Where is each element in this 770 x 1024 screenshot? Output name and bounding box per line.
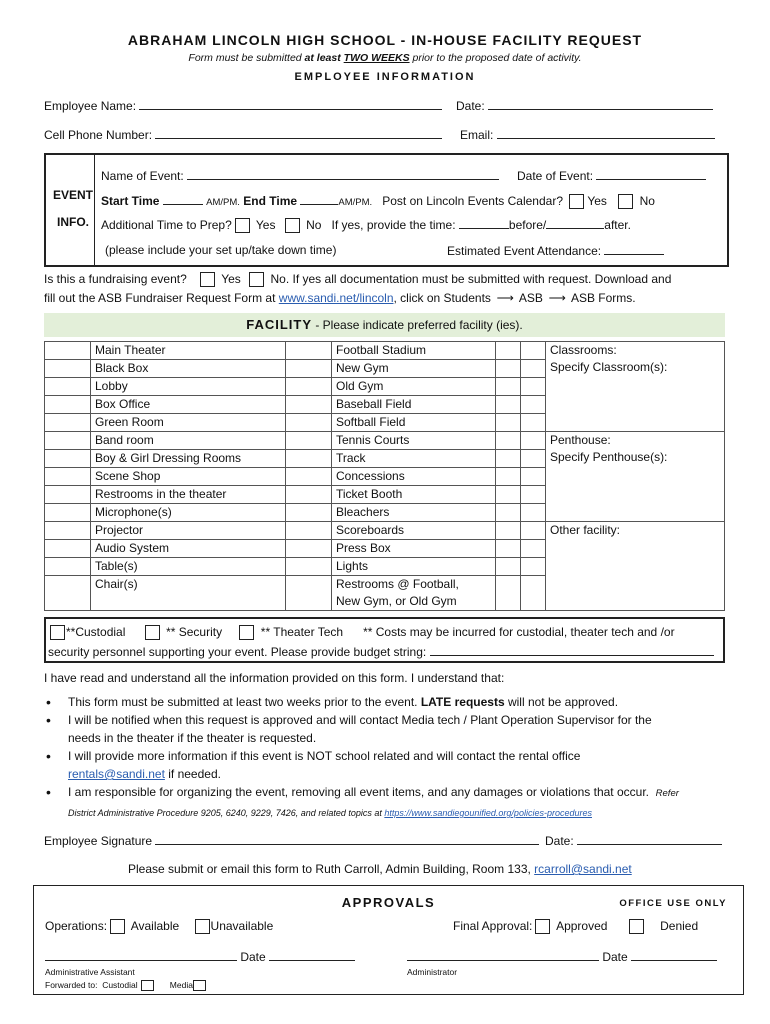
list-item xyxy=(40,711,730,747)
prep-label: Additional Time to Prep? xyxy=(101,218,232,232)
facility-checkbox-cell[interactable] xyxy=(521,468,546,486)
fundraising-line2-text: fill out the ASB Fundraiser Request Form at xyxy=(44,291,279,305)
prep-row xyxy=(101,217,631,233)
acknowledgment-intro: I have read and understand all the information provided on this form. I understand that: xyxy=(44,671,505,685)
list-item xyxy=(40,783,730,822)
facility-checkbox-cell[interactable] xyxy=(45,432,91,450)
facility-checkbox-cell[interactable] xyxy=(521,450,546,468)
signature-label: Employee Signature xyxy=(44,834,153,848)
facility-item: Concessions xyxy=(332,468,496,486)
approvals-heading: APPROVALS xyxy=(341,895,436,910)
facility-checkbox-cell[interactable] xyxy=(496,378,521,396)
facility-item: Press Box xyxy=(332,540,496,558)
facility-checkbox-cell[interactable] xyxy=(496,450,521,468)
facility-checkbox-cell[interactable] xyxy=(496,468,521,486)
event-label-line1: EVENT xyxy=(53,188,94,202)
budget-string-field[interactable] xyxy=(430,644,714,656)
event-date-label: Date of Event: xyxy=(517,169,594,183)
fundraising-line2-post: , click on Students xyxy=(393,291,491,305)
facility-item: Bleachers xyxy=(332,504,496,522)
end-time-field[interactable] xyxy=(300,193,338,205)
administrator-label: Administrator xyxy=(407,967,458,977)
facility-heading xyxy=(44,313,725,337)
facility-checkbox-cell[interactable] xyxy=(45,450,91,468)
arrow-icon: ⟶ xyxy=(548,291,566,305)
facility-checkbox-cell[interactable] xyxy=(521,486,546,504)
facility-checkbox-cell[interactable] xyxy=(521,360,546,378)
admin-date-label: Date xyxy=(602,950,628,964)
refer-text: Refer xyxy=(655,788,679,799)
prep-after-label: after. xyxy=(604,218,631,232)
forwarded-custodial-label: Custodial xyxy=(102,980,138,990)
employee-name-field[interactable] xyxy=(139,98,442,110)
custodial-checkbox[interactable] xyxy=(50,625,65,640)
facility-checkbox-cell[interactable] xyxy=(521,576,546,611)
facility-item: Football Stadium xyxy=(332,342,496,360)
facility-checkbox-cell[interactable] xyxy=(286,540,332,558)
facility-checkbox-cell[interactable] xyxy=(496,522,521,540)
cell-phone-field[interactable] xyxy=(155,127,442,139)
asb-label: ASB xyxy=(518,291,543,305)
end-time-label: End Time xyxy=(243,194,298,208)
facility-checkbox-cell[interactable] xyxy=(45,558,91,576)
subtitle-two-weeks: TWO WEEKS xyxy=(343,52,410,64)
list-item xyxy=(40,693,730,711)
signature-date-label: Date: xyxy=(545,834,574,848)
facility-heading-title: FACILITY xyxy=(246,317,313,332)
facility-checkbox-cell[interactable] xyxy=(45,468,91,486)
subtitle-text: Form must be submitted xyxy=(188,52,305,64)
facility-checkbox-cell[interactable] xyxy=(286,378,332,396)
facility-item: Restrooms in the theater xyxy=(91,486,286,504)
facility-checkbox-cell[interactable] xyxy=(496,576,521,611)
subtitle-text-end: prior to the proposed date of activity. xyxy=(409,52,582,64)
facility-item: Softball Field xyxy=(332,414,496,432)
facility-checkbox-cell[interactable] xyxy=(496,396,521,414)
subtitle-bold: at least xyxy=(304,52,344,64)
facility-item: Baseball Field xyxy=(332,396,496,414)
approved-checkbox[interactable] xyxy=(535,919,550,934)
prep-before-label: before/ xyxy=(508,218,547,232)
event-name-label: Name of Event: xyxy=(101,169,184,183)
event-label-line2: INFO. xyxy=(57,215,89,229)
facility-item: Audio System xyxy=(91,540,286,558)
costs-note: ** Costs may be incurred for custodial, theater tech and /or xyxy=(363,625,675,639)
facility-checkbox-cell[interactable] xyxy=(521,396,546,414)
calendar-no-checkbox[interactable] xyxy=(618,194,633,209)
unavailable-checkbox[interactable] xyxy=(195,919,210,934)
unavailable-label: Unavailable xyxy=(210,919,274,933)
list-item-text: I will be notified when this request is approved and will contact Media tech / Plant Operation Supervisor for the xyxy=(68,713,652,727)
admin-asst-label: Administrative Assistant xyxy=(45,967,135,977)
lincoln-link[interactable]: www.sandi.net/lincoln xyxy=(278,291,394,305)
facility-item: Black Box xyxy=(91,360,286,378)
facility-checkbox-cell[interactable] xyxy=(521,342,546,360)
prep-yes-label: Yes xyxy=(255,218,276,232)
list-item-text: if needed. xyxy=(164,767,221,781)
facility-checkbox-cell[interactable] xyxy=(45,396,91,414)
facility-item: Lobby xyxy=(91,378,286,396)
prep-no-label: No xyxy=(306,218,322,232)
classrooms-cell[interactable] xyxy=(546,342,725,432)
operations-label: Operations: xyxy=(45,919,108,933)
list-item-text: This form must be submitted at least two weeks prior to the event. xyxy=(68,695,421,709)
facility-checkbox-cell[interactable] xyxy=(45,576,91,611)
facility-checkbox-cell[interactable] xyxy=(521,558,546,576)
facility-checkbox-cell[interactable] xyxy=(286,486,332,504)
asst-date-field[interactable] xyxy=(269,949,355,961)
facility-checkbox-cell[interactable] xyxy=(286,396,332,414)
list-item-text: I will provide more information if this event is NOT school related and will contact the rental office xyxy=(68,749,581,763)
cell-phone-label: Cell Phone Number: xyxy=(44,128,153,142)
facility-item xyxy=(332,576,496,611)
facility-item: Chair(s) xyxy=(91,576,286,611)
fundraising-no-text: No. If yes all documentation must be submitted with request. Download and xyxy=(270,272,672,286)
policies-link[interactable]: https://www.sandiegounified.org/policies-procedures xyxy=(384,808,592,818)
facility-checkbox-cell[interactable] xyxy=(286,432,332,450)
facility-item: Band room xyxy=(91,432,286,450)
employee-date-field[interactable] xyxy=(488,98,713,110)
calendar-label: Post on Lincoln Events Calendar? xyxy=(382,194,563,208)
facility-checkbox-cell[interactable] xyxy=(496,342,521,360)
facility-item: New Gym xyxy=(332,360,496,378)
facility-checkbox-cell[interactable] xyxy=(496,504,521,522)
operations-row xyxy=(45,919,273,934)
event-date-field[interactable] xyxy=(596,168,706,180)
approvals-box xyxy=(33,885,744,995)
event-info-box xyxy=(44,153,729,267)
facility-item: Old Gym xyxy=(332,378,496,396)
denied-checkbox[interactable] xyxy=(629,919,644,934)
penthouse-label: Penthouse: xyxy=(550,433,611,447)
fundraising-question: Is this a fundraising event? xyxy=(44,272,187,286)
submit-text: Please submit or email this form to Ruth Carroll, Admin Building, Room 133, xyxy=(128,862,535,876)
facility-item: Table(s) xyxy=(91,558,286,576)
facility-checkbox-cell[interactable] xyxy=(286,576,332,611)
email-label: Email: xyxy=(460,128,494,142)
facility-item: Track xyxy=(332,450,496,468)
facility-checkbox-cell[interactable] xyxy=(496,540,521,558)
facility-checkbox-cell[interactable] xyxy=(521,432,546,450)
facility-checkbox-cell[interactable] xyxy=(496,432,521,450)
prep-yes-checkbox[interactable] xyxy=(235,218,250,233)
admin-signature-field[interactable] xyxy=(407,949,599,961)
setup-note: (please include your set up/take down time) xyxy=(105,243,337,257)
admin-date-field[interactable] xyxy=(631,949,717,961)
prep-no-checkbox[interactable] xyxy=(285,218,300,233)
forwarded-media-checkbox[interactable] xyxy=(193,980,206,991)
event-date-row xyxy=(517,168,706,183)
denied-label: Denied xyxy=(660,919,699,933)
facility-table xyxy=(44,341,725,611)
acknowledgment-list xyxy=(40,693,730,822)
forwarded-media-label: Media xyxy=(169,980,193,990)
available-label: Available xyxy=(130,919,180,933)
facility-item: Ticket Booth xyxy=(332,486,496,504)
signature-field[interactable] xyxy=(155,833,539,845)
form-title: ABRAHAM LINCOLN HIGH SCHOOL - IN-HOUSE FACILITY REQUEST xyxy=(127,32,643,48)
office-use-only: OFFICE USE ONLY xyxy=(619,898,727,909)
forwarded-label: Forwarded to: xyxy=(45,980,98,990)
arrow-icon: ⟶ xyxy=(496,291,514,305)
fundraising-row xyxy=(44,272,671,287)
facility-checkbox-cell[interactable] xyxy=(496,414,521,432)
facility-checkbox-cell[interactable] xyxy=(521,414,546,432)
facility-checkbox-cell[interactable] xyxy=(496,360,521,378)
asst-date-label: Date xyxy=(240,950,266,964)
form-subtitle xyxy=(0,52,770,64)
start-time-field[interactable] xyxy=(163,193,203,205)
final-approval-row xyxy=(453,919,698,934)
specify-penthouse-label: Specify Penthouse(s): xyxy=(550,450,668,464)
facility-item: Green Room xyxy=(91,414,286,432)
available-checkbox[interactable] xyxy=(110,919,125,934)
facility-checkbox-cell[interactable] xyxy=(45,540,91,558)
rentals-link[interactable]: rentals@sandi.net xyxy=(68,767,165,781)
budget-label: security personnel supporting your event. Please provide budget string: xyxy=(48,645,427,659)
employee-name-label: Employee Name: xyxy=(44,99,137,113)
calendar-yes-checkbox[interactable] xyxy=(569,194,584,209)
facility-checkbox-cell[interactable] xyxy=(521,378,546,396)
facility-heading-note: - Please indicate preferred facility (ies). xyxy=(312,318,523,332)
attendance-label: Estimated Event Attendance: xyxy=(447,244,602,258)
facility-checkbox-cell[interactable] xyxy=(286,450,332,468)
late-requests-text: LATE requests xyxy=(420,695,505,709)
submit-instructions xyxy=(128,862,632,876)
facility-checkbox-cell[interactable] xyxy=(286,342,332,360)
other-facility-label: Other facility: xyxy=(550,523,621,537)
facility-checkbox-cell[interactable] xyxy=(286,360,332,378)
fundraising-line2 xyxy=(44,291,636,305)
facility-item: Scene Shop xyxy=(91,468,286,486)
forwarded-custodial-checkbox[interactable] xyxy=(141,980,154,991)
facility-checkbox-cell[interactable] xyxy=(45,360,91,378)
facility-item: Lights xyxy=(332,558,496,576)
other-facility-cell[interactable] xyxy=(546,522,725,611)
calendar-yes-label: Yes xyxy=(587,194,607,208)
prep-after-field[interactable] xyxy=(546,217,604,229)
prep-time-label: If yes, provide the time: xyxy=(331,218,456,232)
facility-item: Boy & Girl Dressing Rooms xyxy=(91,450,286,468)
facility-checkbox-cell[interactable] xyxy=(45,522,91,540)
facility-item: Box Office xyxy=(91,396,286,414)
specify-classroom-label: Specify Classroom(s): xyxy=(550,360,668,374)
fundraising-yes-label: Yes xyxy=(221,272,241,286)
fundraising-yes-checkbox[interactable] xyxy=(200,272,215,287)
theater-tech-checkbox[interactable] xyxy=(239,625,254,640)
list-item-text: will not be approved. xyxy=(504,695,619,709)
signature-date-field[interactable] xyxy=(577,833,722,845)
signature-date-row xyxy=(545,833,722,848)
employee-name-row xyxy=(44,98,442,113)
facility-checkbox-cell[interactable] xyxy=(496,558,521,576)
classrooms-label: Classrooms: xyxy=(550,343,617,357)
forwarded-row xyxy=(45,980,208,991)
event-info-label xyxy=(46,155,95,265)
event-time-row xyxy=(101,193,655,209)
prep-before-field[interactable] xyxy=(459,217,509,229)
signature-row xyxy=(44,833,539,848)
facility-item: Tennis Courts xyxy=(332,432,496,450)
facility-checkbox-cell[interactable] xyxy=(45,342,91,360)
budget-row xyxy=(48,644,714,659)
cell-phone-row xyxy=(44,127,442,142)
employee-date-label: Date: xyxy=(456,99,485,113)
asst-signature-row xyxy=(45,949,355,964)
costs-row xyxy=(50,625,675,640)
costs-box xyxy=(44,617,725,663)
facility-checkbox-cell[interactable] xyxy=(286,504,332,522)
fundraising-no-checkbox[interactable] xyxy=(249,272,264,287)
final-approval-label: Final Approval: xyxy=(453,919,533,933)
end-ampm: AM/PM. xyxy=(338,197,373,208)
list-item-text: needs in the theater if the theater is requested. xyxy=(68,731,317,745)
facility-item-line: New Gym, or Old Gym xyxy=(336,594,457,608)
email-row xyxy=(460,127,715,142)
admin-signature-row xyxy=(407,949,717,964)
approved-label: Approved xyxy=(556,919,608,933)
facility-checkbox-cell[interactable] xyxy=(286,522,332,540)
employee-date-row xyxy=(456,98,713,113)
email-field[interactable] xyxy=(497,127,715,139)
facility-item: Projector xyxy=(91,522,286,540)
security-checkbox[interactable] xyxy=(145,625,160,640)
facility-checkbox-cell[interactable] xyxy=(521,504,546,522)
facility-checkbox-cell[interactable] xyxy=(286,558,332,576)
attendance-field[interactable] xyxy=(604,243,664,255)
facility-checkbox-cell[interactable] xyxy=(521,540,546,558)
facility-checkbox-cell[interactable] xyxy=(521,522,546,540)
calendar-no-label: No xyxy=(639,194,655,208)
employee-info-heading: EMPLOYEE INFORMATION xyxy=(294,71,476,83)
facility-item: Microphone(s) xyxy=(91,504,286,522)
facility-checkbox-cell[interactable] xyxy=(286,414,332,432)
facility-checkbox-cell[interactable] xyxy=(45,486,91,504)
facility-checkbox-cell[interactable] xyxy=(45,414,91,432)
custodial-label: **Custodial xyxy=(66,625,126,639)
attendance-row xyxy=(447,243,664,258)
start-ampm: AM/PM. xyxy=(206,197,240,208)
facility-item: Main Theater xyxy=(91,342,286,360)
list-item xyxy=(40,747,730,783)
rcarroll-email-link[interactable]: rcarroll@sandi.net xyxy=(534,862,632,876)
procedure-text: District Administrative Procedure 9205, 6240, 9229, 7426, and related topics at xyxy=(68,808,385,818)
theater-tech-label: ** Theater Tech xyxy=(260,625,344,639)
list-item-text: I am responsible for organizing the event, removing all event items, and any damages or violations that occur. xyxy=(68,785,649,799)
asb-forms-label: ASB Forms. xyxy=(570,291,636,305)
penthouse-cell[interactable] xyxy=(546,432,725,522)
security-label: ** Security xyxy=(166,625,223,639)
facility-checkbox-cell[interactable] xyxy=(45,504,91,522)
facility-item-line: Restrooms @ Football, xyxy=(336,577,459,591)
start-time-label: Start Time xyxy=(101,194,160,208)
facility-item: Scoreboards xyxy=(332,522,496,540)
facility-checkbox-cell[interactable] xyxy=(286,468,332,486)
asst-signature-field[interactable] xyxy=(45,949,237,961)
event-name-field[interactable] xyxy=(187,168,499,180)
facility-checkbox-cell[interactable] xyxy=(496,486,521,504)
event-name-row xyxy=(101,168,499,183)
facility-checkbox-cell[interactable] xyxy=(45,378,91,396)
